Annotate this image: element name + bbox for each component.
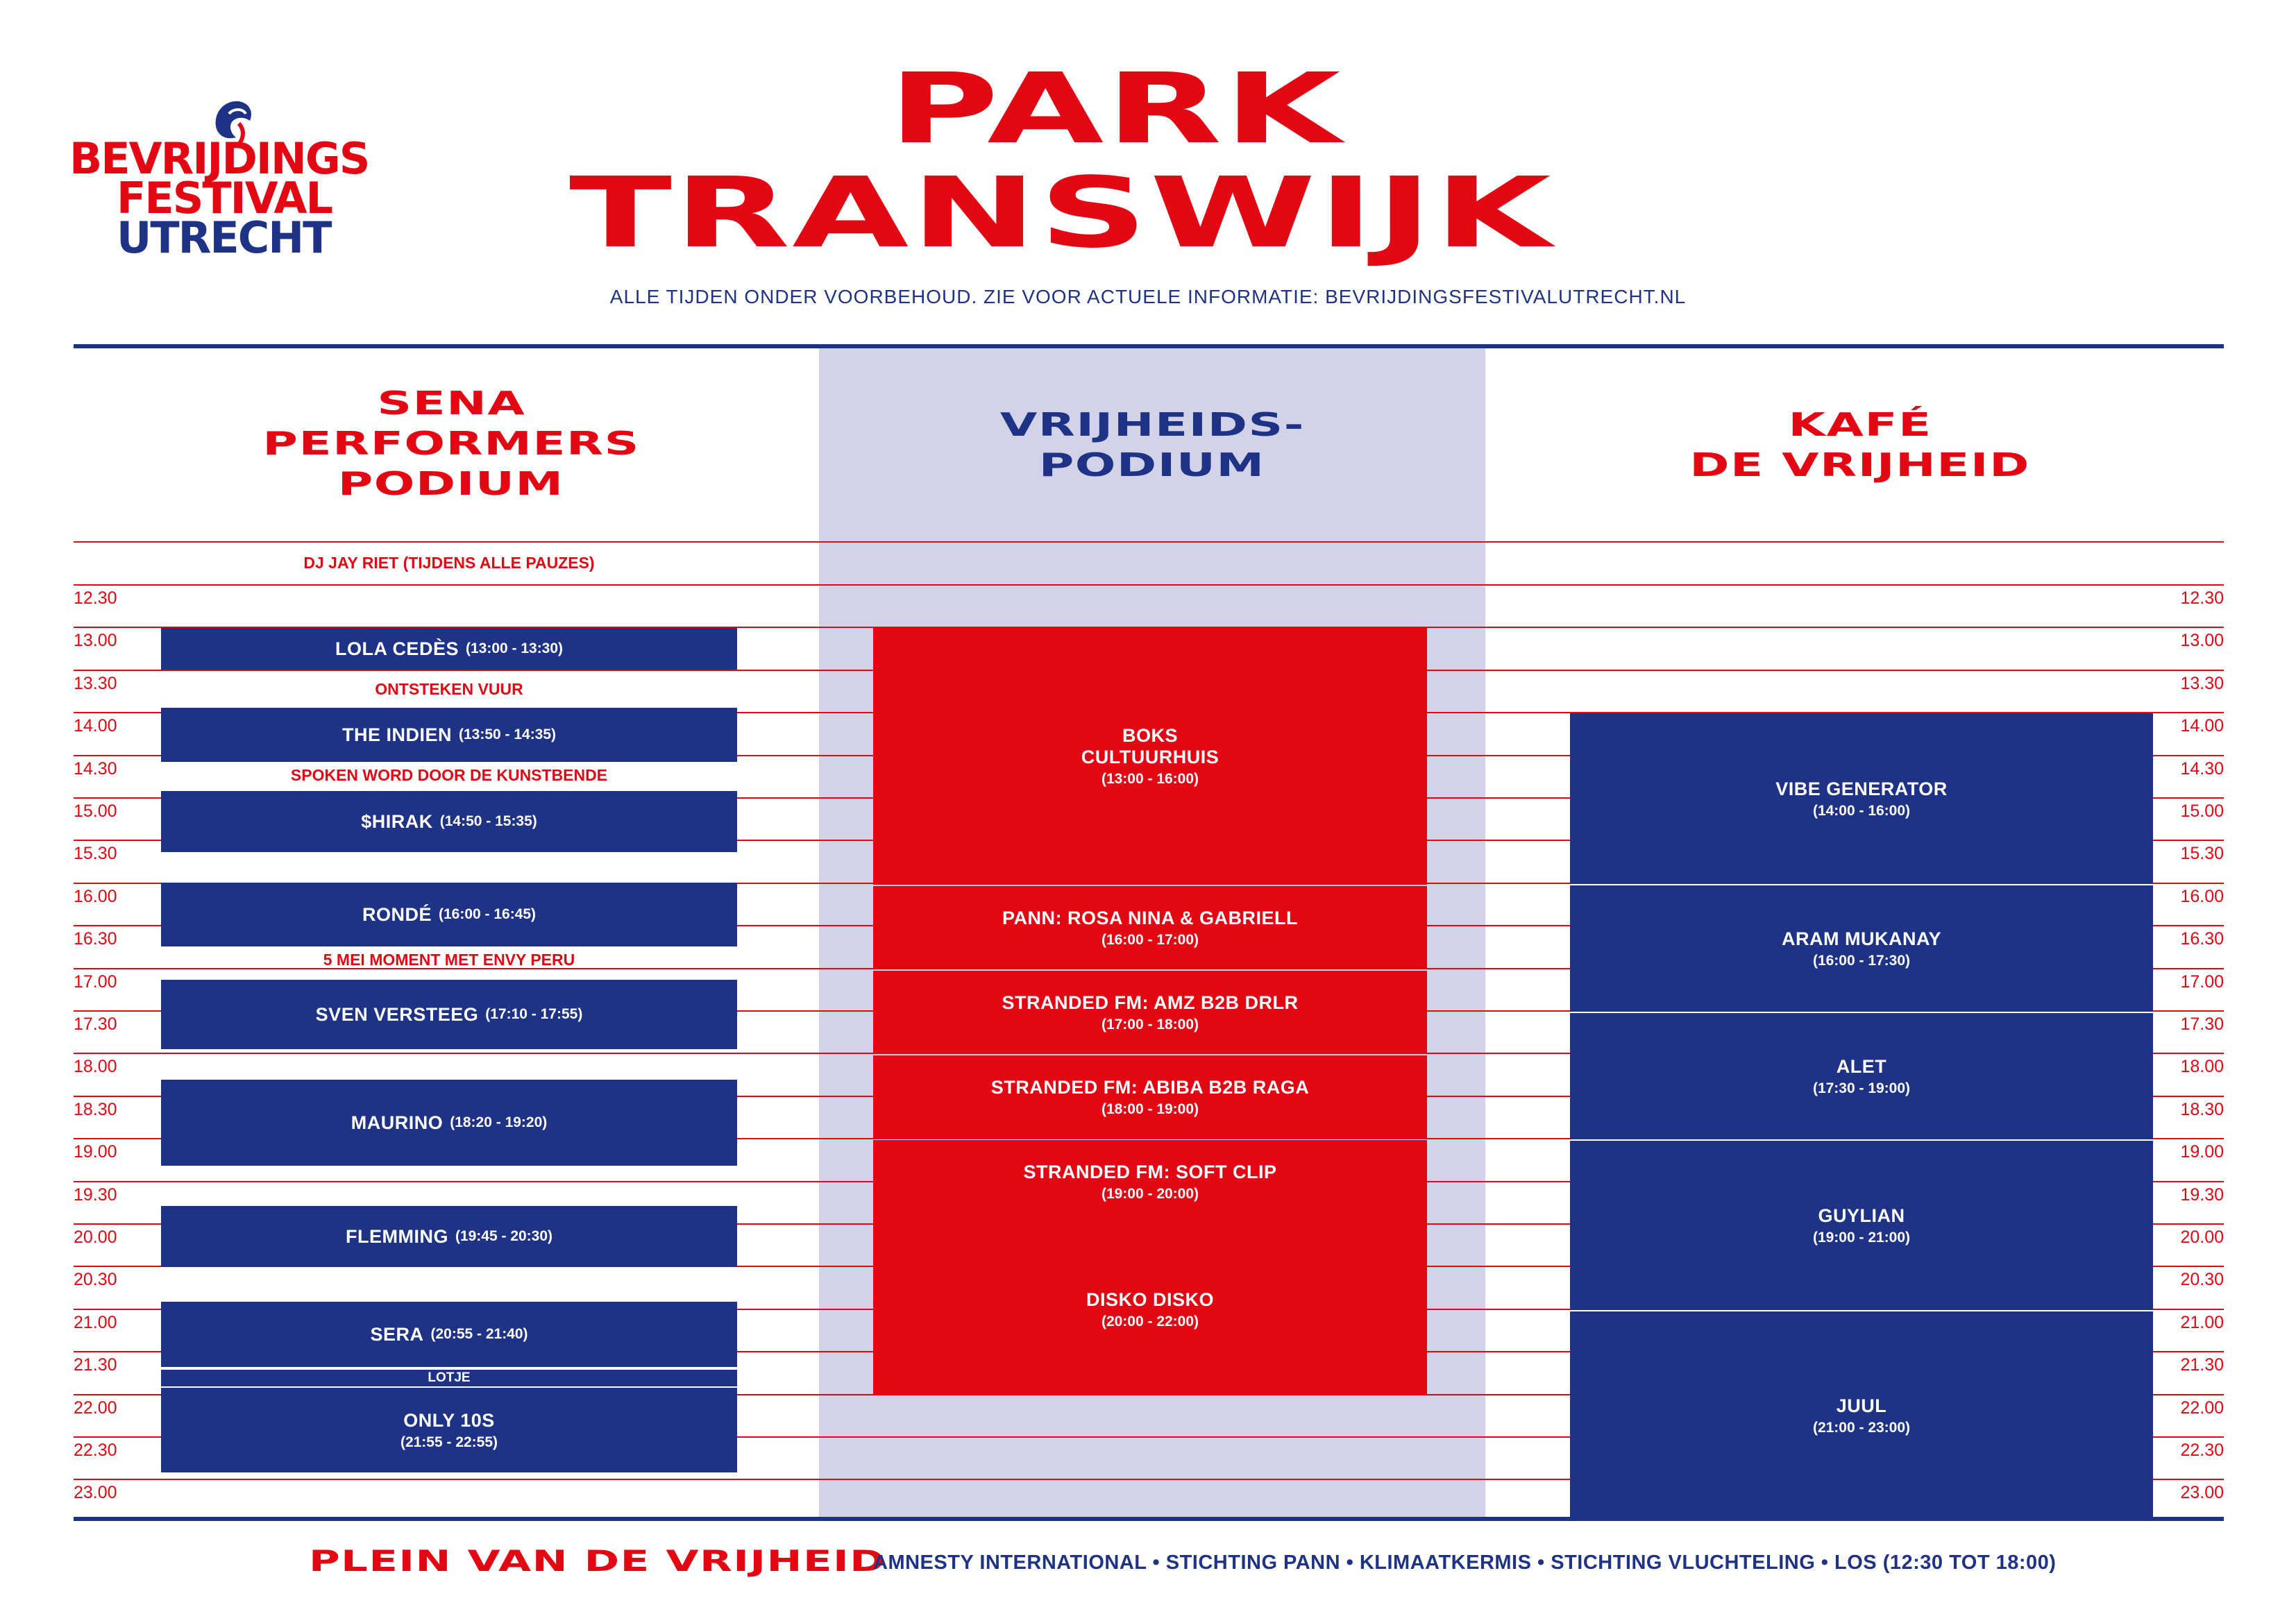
time-label-right: 22.30 <box>2180 1441 2224 1460</box>
vrijheids-act[interactable] <box>873 628 1427 885</box>
time-label-left: 22.00 <box>74 1398 117 1418</box>
page-title-line-2: TRANSWIJK <box>569 157 1553 270</box>
sena-note: SPOKEN WORD DOOR DE KUNSTBENDE <box>290 766 608 784</box>
act-name: PANN: ROSA NINA & GABRIELL <box>1002 907 1298 928</box>
act-name: JUUL <box>1836 1395 1887 1416</box>
time-label-right: 19.00 <box>2180 1142 2224 1162</box>
time-label-left: 22.30 <box>74 1441 117 1460</box>
time-label-left: 16.00 <box>74 887 117 906</box>
act-time: (14:50 - 15:35) <box>439 813 537 829</box>
time-label-left: 14.30 <box>74 759 117 779</box>
time-label-right: 21.30 <box>2180 1355 2224 1375</box>
act-name: RONDÉ <box>362 903 432 925</box>
act-time: (16:00 - 17:30) <box>1812 952 1911 969</box>
time-label-left: 13.30 <box>74 674 117 693</box>
act-name: GUYLIAN <box>1818 1205 1905 1226</box>
time-label-right: 13.30 <box>2180 674 2224 693</box>
stage-header-sena <box>139 383 763 504</box>
sena-act[interactable] <box>161 708 737 762</box>
act-name: CULTUURHUIS <box>1081 747 1219 767</box>
sena-act[interactable] <box>161 1302 737 1367</box>
vrijheids-act[interactable] <box>873 1140 1427 1223</box>
time-label-right: 13.00 <box>2180 631 2224 650</box>
act-time: (19:45 - 20:30) <box>455 1228 553 1244</box>
time-label-right: 20.30 <box>2180 1270 2224 1289</box>
sena-note: 5 MEI MOMENT MET ENVY PERU <box>323 951 575 969</box>
time-label-right: 14.00 <box>2180 716 2224 736</box>
time-label-right: 22.00 <box>2180 1398 2224 1418</box>
time-label-left: 18.30 <box>74 1100 117 1119</box>
act-name: LOLA CEDÈS <box>335 638 459 659</box>
top-rule <box>74 344 2224 348</box>
stage-header-line: PERFORMERS <box>262 425 640 462</box>
time-label-left: 18.00 <box>74 1057 117 1076</box>
act-time: (20:55 - 21:40) <box>430 1326 528 1342</box>
logo-line-2: FESTIVAL <box>117 173 332 223</box>
act-time: (16:00 - 16:45) <box>438 906 537 922</box>
dj-note: DJ JAY RIET (TIJDENS ALLE PAUZES) <box>303 554 595 572</box>
sena-note: ONTSTEKEN VUUR <box>375 680 523 698</box>
vrijheids-act[interactable] <box>873 886 1427 969</box>
stage-header-line: VRIJHEIDS- <box>999 406 1305 443</box>
time-label-right: 17.00 <box>2180 972 2224 992</box>
act-time: (17:10 - 17:55) <box>485 1006 583 1022</box>
act-name: DISKO DISKO <box>1086 1289 1215 1310</box>
act-time: (19:00 - 20:00) <box>1101 1185 1199 1202</box>
grid-line <box>74 584 2224 586</box>
time-label-right: 16.00 <box>2180 887 2224 906</box>
act-time: (18:20 - 19:20) <box>450 1114 548 1130</box>
footer-text: AMNESTY INTERNATIONAL • STICHTING PANN • KLIMAATKERMIS • STICHTING VLUCHTELING • LOS (12:30 TOT 18:00) <box>873 1552 2057 1574</box>
act-time: (18:00 - 19:00) <box>1101 1101 1199 1117</box>
time-label-left: 15.30 <box>74 844 117 863</box>
time-label-right: 19.30 <box>2180 1185 2224 1205</box>
time-label-right: 16.30 <box>2180 929 2224 949</box>
act-name: ARAM MUKANAY <box>1781 928 1941 949</box>
vrijheids-act[interactable] <box>873 1225 1427 1395</box>
time-label-left: 17.30 <box>74 1014 117 1034</box>
act-time: (21:00 - 23:00) <box>1812 1419 1911 1436</box>
sena-act[interactable] <box>161 628 737 670</box>
page-title-line-1: PARK <box>888 53 1343 166</box>
sena-act[interactable] <box>161 1368 737 1388</box>
act-name: ONLY 10S <box>403 1409 495 1431</box>
vrijheids-act[interactable] <box>873 1055 1427 1139</box>
time-label-left: 16.30 <box>74 929 117 949</box>
sena-act[interactable] <box>161 980 737 1049</box>
act-time: (13:00 - 16:00) <box>1101 771 1199 787</box>
time-label-left: 19.30 <box>74 1185 117 1205</box>
grid-line <box>74 541 2224 543</box>
time-label-left: 21.30 <box>74 1355 117 1375</box>
act-name: SVEN VERSTEEG <box>315 1003 479 1025</box>
act-name: BOKS <box>1122 725 1178 746</box>
stage-header-line: PODIUM <box>1039 446 1265 484</box>
kafe-act[interactable] <box>1570 885 2153 1012</box>
time-label-right: 18.30 <box>2180 1100 2224 1119</box>
act-time: (19:00 - 21:00) <box>1812 1229 1911 1246</box>
act-time: (16:00 - 17:00) <box>1101 931 1199 948</box>
time-label-right: 15.00 <box>2180 801 2224 821</box>
act-name: STRANDED FM: SOFT CLIP <box>1023 1161 1277 1182</box>
act-time: (13:00 - 13:30) <box>465 640 564 656</box>
time-label-left: 20.00 <box>74 1227 117 1247</box>
sena-act[interactable] <box>161 1080 737 1166</box>
stage-header-line: DE VRIJHEID <box>1689 446 2031 484</box>
stage-header-vrijheids <box>833 405 1471 485</box>
act-time: (21:55 - 22:55) <box>400 1434 498 1450</box>
act-name: VIBE GENERATOR <box>1775 778 1948 799</box>
time-label-right: 12.30 <box>2180 588 2224 608</box>
time-label-right: 20.00 <box>2180 1227 2224 1247</box>
act-name: $HIRAK <box>361 810 433 832</box>
kafe-act[interactable] <box>1570 713 2153 884</box>
time-label-left: 14.00 <box>74 716 117 736</box>
time-label-left: 19.00 <box>74 1142 117 1162</box>
logo-line-3: UTRECHT <box>117 212 331 263</box>
logo-line-1: BEVRIJDINGS <box>69 133 369 184</box>
act-time: (20:00 - 22:00) <box>1101 1314 1199 1329</box>
act-time: (17:00 - 18:00) <box>1101 1016 1199 1033</box>
time-label-left: 13.00 <box>74 631 117 650</box>
sena-act[interactable] <box>161 791 737 852</box>
act-name: ALET <box>1836 1055 1887 1077</box>
footer-title: PLEIN VAN DE VRIJHEID <box>309 1544 886 1578</box>
time-label-left: 23.00 <box>74 1483 117 1502</box>
time-label-right: 14.30 <box>2180 759 2224 779</box>
stage-header-line: KAFÉ <box>1788 406 1932 443</box>
time-label-left: 12.30 <box>74 588 117 608</box>
act-name: SERA <box>370 1323 424 1345</box>
sena-act[interactable] <box>161 1388 737 1472</box>
time-label-left: 20.30 <box>74 1270 117 1289</box>
act-name: THE INDIEN <box>341 724 452 745</box>
act-time: (17:30 - 19:00) <box>1812 1080 1911 1096</box>
kafe-act[interactable] <box>1570 1141 2153 1310</box>
act-name: FLEMMING <box>345 1225 448 1247</box>
act-time: (14:00 - 16:00) <box>1812 802 1911 819</box>
act-name: STRANDED FM: ABIBA B2B RAGA <box>990 1076 1310 1098</box>
sena-act[interactable] <box>161 1206 737 1267</box>
time-label-right: 23.00 <box>2180 1483 2224 1502</box>
time-label-right: 15.30 <box>2180 844 2224 863</box>
stage-header-kafe <box>1541 405 2179 485</box>
disclaimer: ALLE TIJDEN ONDER VOORBEHOUD. ZIE VOOR ACTUELE INFORMATIE: BEVRIJDINGSFESTIVALUTRECHT.NL <box>609 286 1687 307</box>
time-label-right: 17.30 <box>2180 1014 2224 1034</box>
time-label-right: 18.00 <box>2180 1057 2224 1076</box>
act-name: MAURINO <box>351 1112 444 1133</box>
time-label-left: 21.00 <box>74 1313 117 1332</box>
stage-header-line: SENA <box>377 384 525 422</box>
vrijheids-act[interactable] <box>873 971 1427 1054</box>
act-name: LOTJE <box>428 1370 471 1385</box>
time-label-right: 21.00 <box>2180 1313 2224 1332</box>
time-label-left: 17.00 <box>74 972 117 992</box>
kafe-act[interactable] <box>1570 1013 2153 1139</box>
time-label-left: 15.00 <box>74 801 117 821</box>
act-name: STRANDED FM: AMZ B2B DRLR <box>1002 992 1299 1013</box>
sena-act[interactable] <box>161 883 737 946</box>
kafe-act[interactable] <box>1570 1311 2153 1520</box>
stage-header-line: PODIUM <box>338 465 564 502</box>
act-time: (13:50 - 14:35) <box>458 726 557 742</box>
